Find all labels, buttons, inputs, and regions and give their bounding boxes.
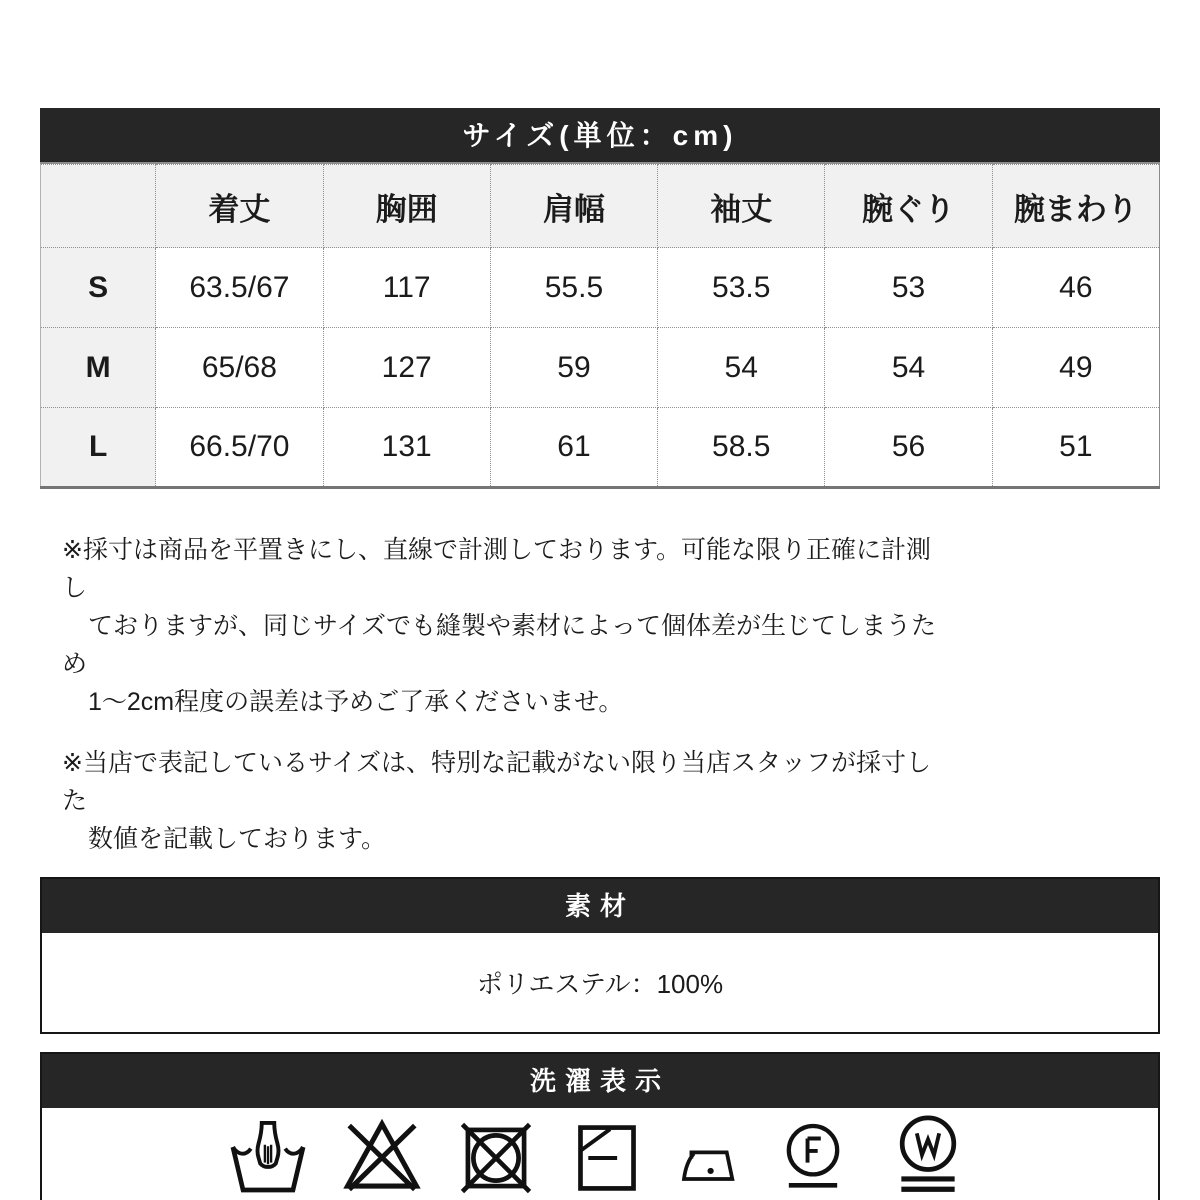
size-table-title-bar: サイズ(単位：cm) [40,108,1160,164]
material-value: ポリエステル：100% [42,933,1158,1032]
note-staff-measured [62,744,942,858]
column-header-armhole: 腕ぐり [825,165,992,248]
size-table [40,164,1160,489]
note-line: ※採寸は商品を平置きにし、直線で計測しております。可能な限り正確に計測し [62,536,931,602]
material-section [40,877,1160,1034]
column-header-shoulder: 肩幅 [490,165,657,248]
laundry-title-bar: 洗濯表示 [42,1054,1158,1108]
column-header-length: 着丈 [156,165,323,248]
wet-clean-W-very-gentle-icon [885,1111,971,1197]
cell-s-length: 63.5/67 [156,248,323,328]
cell-s-arm-circ: 46 [992,248,1159,328]
cell-s-chest: 117 [323,248,490,328]
cell-m-chest: 127 [323,328,490,408]
note-line: 数値を記載しております。 [88,825,387,853]
cell-m-armhole: 54 [825,328,992,408]
cell-m-length: 65/68 [156,328,323,408]
do-not-tumble-dry-icon [457,1119,535,1197]
column-header-sleeve: 袖丈 [658,165,825,248]
size-table-section [40,108,1160,489]
cell-s-armhole: 53 [825,248,992,328]
row-label-l: L [41,408,156,488]
note-line: 1〜2cm程度の誤差は予めご了承くださいませ。 [88,688,624,716]
table-row-size-l [41,408,1160,488]
corner-cell [41,165,156,248]
cell-s-shoulder: 55.5 [490,248,657,328]
cell-m-shoulder: 59 [490,328,657,408]
cell-l-chest: 131 [323,408,490,488]
column-header-chest: 胸囲 [323,165,490,248]
dry-clean-F-gentle-icon [774,1119,852,1197]
material-title-bar: 素材 [42,879,1158,933]
laundry-symbols [42,1108,1158,1200]
hand-wash-icon [229,1119,307,1197]
dry-flat-in-shade-icon [568,1119,646,1197]
note-measurement-accuracy [62,531,942,721]
row-label-s: S [41,248,156,328]
table-row-size-s [41,248,1160,328]
cell-l-arm-circ: 51 [992,408,1159,488]
laundry-section [40,1052,1160,1200]
size-table-header-row [41,165,1160,248]
row-label-m: M [41,328,156,408]
cell-l-armhole: 56 [825,408,992,488]
iron-low-heat-icon [679,1135,741,1197]
cell-s-sleeve: 53.5 [658,248,825,328]
note-line: ※当店で表記しているサイズは、特別な記載がない限り当店スタッフが採寸した [62,749,931,815]
measurement-notes [62,531,942,858]
column-header-arm-circ: 腕まわり [992,165,1159,248]
table-row-size-m [41,328,1160,408]
note-line: ておりますが、同じサイズでも縫製や素材によって個体差が生じてしまうため [62,612,937,678]
cell-m-sleeve: 54 [658,328,825,408]
cell-l-shoulder: 61 [490,408,657,488]
cell-l-length: 66.5/70 [156,408,323,488]
cell-l-sleeve: 58.5 [658,408,825,488]
cell-m-arm-circ: 49 [992,328,1159,408]
do-not-bleach-icon [340,1113,424,1197]
